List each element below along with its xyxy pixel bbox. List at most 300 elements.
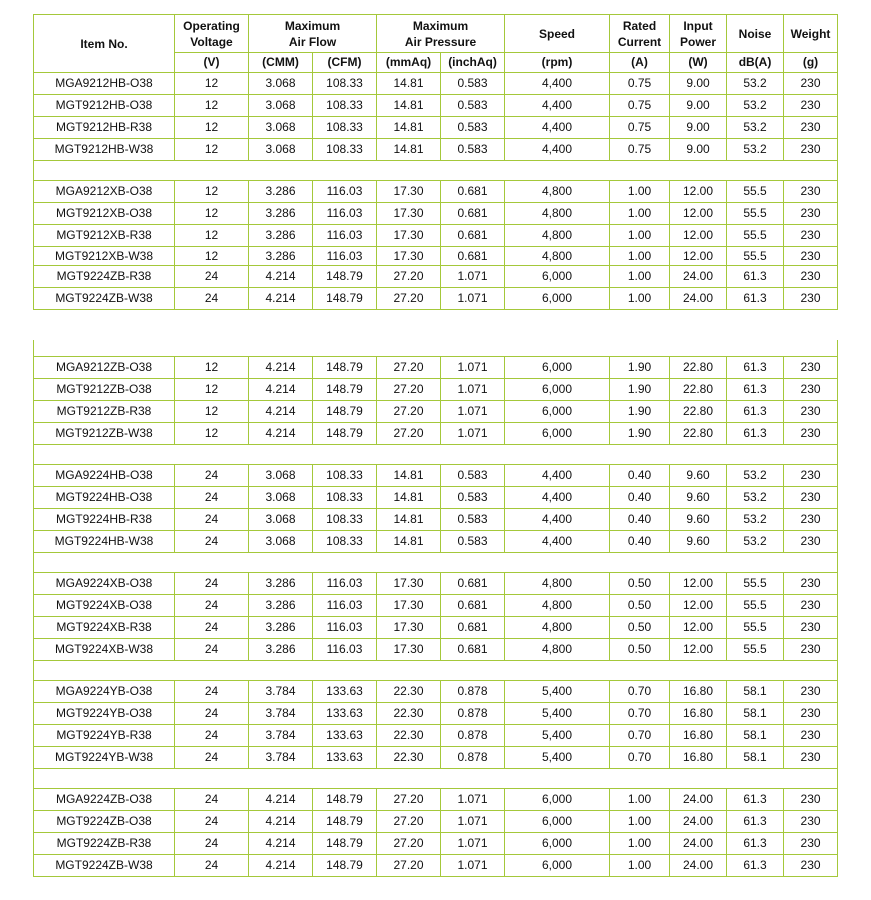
spec-cell: 0.75 xyxy=(610,73,670,95)
spec-cell: 133.63 xyxy=(313,681,377,703)
spec-table-bottom xyxy=(33,340,838,877)
spec-cell: 3.286 xyxy=(249,573,313,595)
spec-cell: 148.79 xyxy=(313,379,377,401)
spec-cell: 27.20 xyxy=(377,288,441,310)
table-row xyxy=(34,247,838,266)
spec-cell: 6,000 xyxy=(505,401,610,423)
table-row xyxy=(34,573,838,595)
spec-cell: 4,400 xyxy=(505,73,610,95)
item-no-cell: MGT9224ZB-W38 xyxy=(34,288,175,310)
spec-cell: 24 xyxy=(175,855,249,877)
spec-cell: 108.33 xyxy=(313,117,377,139)
group-separator xyxy=(34,661,838,681)
spec-cell: 9.00 xyxy=(670,95,727,117)
item-no-cell: MGT9212HB-O38 xyxy=(34,95,175,117)
spec-cell: 61.3 xyxy=(727,379,784,401)
spec-cell: 230 xyxy=(784,617,838,639)
spec-cell: 230 xyxy=(784,855,838,877)
spec-cell: 3.286 xyxy=(249,617,313,639)
spec-cell: 27.20 xyxy=(377,379,441,401)
spec-cell: 24 xyxy=(175,747,249,769)
spec-cell: 3.068 xyxy=(249,139,313,161)
item-no-cell: MGA9224ZB-O38 xyxy=(34,789,175,811)
spec-cell: 12 xyxy=(175,203,249,225)
spec-cell: 1.00 xyxy=(610,225,670,247)
spec-cell: 6,000 xyxy=(505,855,610,877)
separator-cell xyxy=(34,161,838,181)
group-separator xyxy=(34,769,838,789)
item-no-cell: MGT9224YB-R38 xyxy=(34,725,175,747)
spec-cell: 22.80 xyxy=(670,357,727,379)
spec-cell: 12.00 xyxy=(670,181,727,203)
spec-cell: 17.30 xyxy=(377,181,441,203)
spec-cell: 230 xyxy=(784,509,838,531)
spec-cell: 17.30 xyxy=(377,617,441,639)
spec-cell: 53.2 xyxy=(727,465,784,487)
spec-cell: 1.90 xyxy=(610,379,670,401)
spec-cell: 55.5 xyxy=(727,617,784,639)
item-no-cell: MGA9212HB-O38 xyxy=(34,73,175,95)
item-no-cell: MGT9212HB-R38 xyxy=(34,117,175,139)
spec-cell: 116.03 xyxy=(313,617,377,639)
item-no-cell: MGT9224YB-O38 xyxy=(34,703,175,725)
spec-cell: 4.214 xyxy=(249,288,313,310)
spec-cell: 53.2 xyxy=(727,509,784,531)
spec-cell: 27.20 xyxy=(377,357,441,379)
spec-cell: 5,400 xyxy=(505,725,610,747)
spec-cell: 6,000 xyxy=(505,288,610,310)
spec-cell: 4,400 xyxy=(505,509,610,531)
spec-cell: 4,400 xyxy=(505,487,610,509)
spec-cell: 24.00 xyxy=(670,811,727,833)
item-no-cell: MGT9212ZB-W38 xyxy=(34,423,175,445)
spec-cell: 3.784 xyxy=(249,725,313,747)
col-header-item-no: Item No. xyxy=(34,15,175,73)
item-no-cell: MGT9224ZB-O38 xyxy=(34,811,175,833)
item-no-cell: MGA9224XB-O38 xyxy=(34,573,175,595)
spec-cell: 24 xyxy=(175,639,249,661)
item-no-cell: MGT9212ZB-O38 xyxy=(34,379,175,401)
spec-cell: 0.681 xyxy=(441,573,505,595)
header-row xyxy=(34,15,838,53)
spec-cell: 108.33 xyxy=(313,95,377,117)
spec-cell: 3.286 xyxy=(249,203,313,225)
spec-cell: 230 xyxy=(784,225,838,247)
spec-cell: 53.2 xyxy=(727,487,784,509)
spec-cell: 148.79 xyxy=(313,357,377,379)
spec-cell: 1.00 xyxy=(610,247,670,266)
separator-cell xyxy=(34,661,838,681)
spec-cell: 3.068 xyxy=(249,509,313,531)
spec-cell: 61.3 xyxy=(727,833,784,855)
item-no-cell: MGT9224HB-O38 xyxy=(34,487,175,509)
spec-cell: 22.30 xyxy=(377,725,441,747)
spec-cell: 0.681 xyxy=(441,247,505,266)
spec-cell: 116.03 xyxy=(313,639,377,661)
table-row xyxy=(34,509,838,531)
spec-cell: 116.03 xyxy=(313,225,377,247)
spec-cell: 1.071 xyxy=(441,266,505,288)
spec-cell: 24 xyxy=(175,789,249,811)
spec-cell: 24.00 xyxy=(670,789,727,811)
spec-cell: 0.583 xyxy=(441,95,505,117)
table-row xyxy=(34,487,838,509)
spec-cell: 3.784 xyxy=(249,703,313,725)
spec-cell: 53.2 xyxy=(727,73,784,95)
spec-cell: 24 xyxy=(175,531,249,553)
spec-cell: 1.90 xyxy=(610,423,670,445)
spec-cell: 230 xyxy=(784,725,838,747)
spec-cell: 9.60 xyxy=(670,509,727,531)
spec-cell: 61.3 xyxy=(727,288,784,310)
spec-cell: 61.3 xyxy=(727,789,784,811)
spec-cell: 230 xyxy=(784,595,838,617)
spec-cell: 3.068 xyxy=(249,95,313,117)
spec-cell: 0.70 xyxy=(610,703,670,725)
spec-cell: 27.20 xyxy=(377,789,441,811)
spec-cell: 12 xyxy=(175,95,249,117)
spec-cell: 61.3 xyxy=(727,855,784,877)
spec-cell: 230 xyxy=(784,811,838,833)
spec-cell: 0.50 xyxy=(610,617,670,639)
spec-cell: 58.1 xyxy=(727,681,784,703)
spec-cell: 3.068 xyxy=(249,487,313,509)
table-row xyxy=(34,811,838,833)
spec-cell: 5,400 xyxy=(505,747,610,769)
spec-cell: 27.20 xyxy=(377,401,441,423)
item-no-cell: MGT9224XB-R38 xyxy=(34,617,175,639)
spec-cell: 3.286 xyxy=(249,639,313,661)
spec-cell: 0.40 xyxy=(610,509,670,531)
spec-cell: 108.33 xyxy=(313,531,377,553)
spec-cell: 17.30 xyxy=(377,639,441,661)
spec-cell: 0.583 xyxy=(441,139,505,161)
col-header-pressure: Maximum Air Pressure xyxy=(377,15,505,53)
spec-cell: 3.068 xyxy=(249,117,313,139)
unit-cell: dB(A) xyxy=(727,53,784,73)
spec-cell: 230 xyxy=(784,789,838,811)
table-row xyxy=(34,95,838,117)
spec-cell: 17.30 xyxy=(377,203,441,225)
spec-cell: 9.60 xyxy=(670,465,727,487)
spec-cell: 230 xyxy=(784,181,838,203)
spec-cell: 24.00 xyxy=(670,833,727,855)
spec-cell: 4,800 xyxy=(505,617,610,639)
spec-cell: 1.071 xyxy=(441,379,505,401)
group-separator xyxy=(34,161,838,181)
col-header-weight: Weight xyxy=(784,15,838,53)
spec-cell: 230 xyxy=(784,531,838,553)
unit-cell: (CMM) xyxy=(249,53,313,73)
unit-cell: (rpm) xyxy=(505,53,610,73)
col-header-voltage: Operating Voltage xyxy=(175,15,249,53)
spec-cell: 24 xyxy=(175,725,249,747)
spec-cell: 0.50 xyxy=(610,595,670,617)
spec-cell: 116.03 xyxy=(313,595,377,617)
spec-cell: 61.3 xyxy=(727,266,784,288)
spec-cell: 0.75 xyxy=(610,95,670,117)
item-no-cell: MGT9224HB-W38 xyxy=(34,531,175,553)
spec-cell: 61.3 xyxy=(727,357,784,379)
spec-cell: 9.60 xyxy=(670,487,727,509)
spec-cell: 24.00 xyxy=(670,855,727,877)
spec-cell: 1.00 xyxy=(610,789,670,811)
spec-cell: 0.40 xyxy=(610,465,670,487)
spec-cell: 3.784 xyxy=(249,747,313,769)
group-separator xyxy=(34,553,838,573)
table-row xyxy=(34,401,838,423)
spec-cell: 4.214 xyxy=(249,855,313,877)
col-header-airflow: Maximum Air Flow xyxy=(249,15,377,53)
spec-cell: 12 xyxy=(175,139,249,161)
spec-cell: 1.00 xyxy=(610,288,670,310)
spec-cell: 230 xyxy=(784,573,838,595)
spec-cell: 24 xyxy=(175,595,249,617)
spec-cell: 3.286 xyxy=(249,595,313,617)
spec-cell: 55.5 xyxy=(727,595,784,617)
spec-cell: 55.5 xyxy=(727,639,784,661)
spec-cell: 53.2 xyxy=(727,95,784,117)
spec-cell: 6,000 xyxy=(505,423,610,445)
item-no-cell: MGA9224HB-O38 xyxy=(34,465,175,487)
spec-cell: 148.79 xyxy=(313,833,377,855)
spec-cell: 24.00 xyxy=(670,288,727,310)
spec-cell: 230 xyxy=(784,139,838,161)
spec-cell: 55.5 xyxy=(727,573,784,595)
spec-cell: 9.00 xyxy=(670,73,727,95)
spec-cell: 27.20 xyxy=(377,811,441,833)
spec-cell: 3.286 xyxy=(249,247,313,266)
spec-cell: 4,800 xyxy=(505,225,610,247)
spec-cell: 22.30 xyxy=(377,681,441,703)
spec-cell: 1.071 xyxy=(441,401,505,423)
spec-cell: 24 xyxy=(175,465,249,487)
spec-cell: 0.583 xyxy=(441,73,505,95)
table-row xyxy=(34,531,838,553)
unit-cell: (mmAq) xyxy=(377,53,441,73)
spec-cell: 6,000 xyxy=(505,789,610,811)
spec-cell: 0.878 xyxy=(441,747,505,769)
spec-cell: 4.214 xyxy=(249,423,313,445)
spec-cell: 108.33 xyxy=(313,509,377,531)
spec-cell: 230 xyxy=(784,379,838,401)
table-row xyxy=(34,266,838,288)
spec-cell: 1.071 xyxy=(441,357,505,379)
spec-cell: 0.878 xyxy=(441,703,505,725)
spec-cell: 53.2 xyxy=(727,139,784,161)
spec-cell: 230 xyxy=(784,288,838,310)
item-no-cell: MGA9224YB-O38 xyxy=(34,681,175,703)
spec-cell: 4.214 xyxy=(249,833,313,855)
spec-cell: 230 xyxy=(784,747,838,769)
spec-cell: 17.30 xyxy=(377,573,441,595)
spec-cell: 116.03 xyxy=(313,181,377,203)
spec-cell: 5,400 xyxy=(505,681,610,703)
table-row xyxy=(34,725,838,747)
spec-cell: 27.20 xyxy=(377,833,441,855)
item-no-cell: MGT9212XB-R38 xyxy=(34,225,175,247)
spec-cell: 3.784 xyxy=(249,681,313,703)
spec-cell: 1.071 xyxy=(441,288,505,310)
spec-cell: 6,000 xyxy=(505,266,610,288)
spec-cell: 1.00 xyxy=(610,833,670,855)
spec-cell: 55.5 xyxy=(727,225,784,247)
spec-cell: 230 xyxy=(784,681,838,703)
spec-cell: 6,000 xyxy=(505,379,610,401)
spec-cell: 3.068 xyxy=(249,531,313,553)
table-row xyxy=(34,357,838,379)
spec-cell: 14.81 xyxy=(377,487,441,509)
spec-cell: 230 xyxy=(784,465,838,487)
spec-cell: 0.878 xyxy=(441,681,505,703)
spec-cell: 3.286 xyxy=(249,181,313,203)
spec-cell: 12.00 xyxy=(670,225,727,247)
spec-cell: 22.80 xyxy=(670,379,727,401)
spec-cell: 24 xyxy=(175,487,249,509)
spec-cell: 4,800 xyxy=(505,247,610,266)
table-row xyxy=(34,203,838,225)
spec-cell: 4.214 xyxy=(249,811,313,833)
spec-cell: 0.583 xyxy=(441,509,505,531)
item-no-cell: MGT9224XB-W38 xyxy=(34,639,175,661)
item-no-cell: MGA9212ZB-O38 xyxy=(34,357,175,379)
spec-cell: 16.80 xyxy=(670,681,727,703)
spec-cell: 4.214 xyxy=(249,379,313,401)
spec-cell: 0.878 xyxy=(441,725,505,747)
spec-cell: 230 xyxy=(784,401,838,423)
spec-cell: 1.071 xyxy=(441,855,505,877)
spec-cell: 0.75 xyxy=(610,139,670,161)
spec-cell: 0.75 xyxy=(610,117,670,139)
col-header-speed: Speed xyxy=(505,15,610,53)
separator-cell xyxy=(34,553,838,573)
spec-cell: 5,400 xyxy=(505,703,610,725)
item-no-cell: MGA9212XB-O38 xyxy=(34,181,175,203)
spec-cell: 24.00 xyxy=(670,266,727,288)
item-no-cell: MGT9212XB-W38 xyxy=(34,247,175,266)
spec-cell: 12.00 xyxy=(670,247,727,266)
unit-cell: (V) xyxy=(175,53,249,73)
spec-cell: 12 xyxy=(175,247,249,266)
spec-cell: 0.70 xyxy=(610,725,670,747)
spec-cell: 27.20 xyxy=(377,855,441,877)
spec-cell: 12.00 xyxy=(670,203,727,225)
spec-cell: 0.50 xyxy=(610,639,670,661)
spec-cell: 6,000 xyxy=(505,811,610,833)
spec-cell: 24 xyxy=(175,681,249,703)
spec-cell: 0.40 xyxy=(610,487,670,509)
spec-cell: 14.81 xyxy=(377,139,441,161)
spec-cell: 4,800 xyxy=(505,595,610,617)
spec-cell: 1.00 xyxy=(610,203,670,225)
item-no-cell: MGT9224HB-R38 xyxy=(34,509,175,531)
spec-cell: 0.681 xyxy=(441,203,505,225)
spec-cell: 58.1 xyxy=(727,747,784,769)
spec-cell: 1.071 xyxy=(441,789,505,811)
spec-cell: 1.90 xyxy=(610,357,670,379)
spec-cell: 22.30 xyxy=(377,703,441,725)
spec-cell: 148.79 xyxy=(313,266,377,288)
spec-cell: 108.33 xyxy=(313,487,377,509)
spec-cell: 55.5 xyxy=(727,181,784,203)
unit-cell: (W) xyxy=(670,53,727,73)
separator-cell xyxy=(34,445,838,465)
spec-cell: 230 xyxy=(784,423,838,445)
spec-cell: 9.00 xyxy=(670,139,727,161)
spec-cell: 230 xyxy=(784,117,838,139)
spec-cell: 12 xyxy=(175,357,249,379)
spec-cell: 0.681 xyxy=(441,595,505,617)
table-row xyxy=(34,789,838,811)
spec-cell: 230 xyxy=(784,203,838,225)
spec-cell: 0.50 xyxy=(610,573,670,595)
spec-cell: 230 xyxy=(784,487,838,509)
spec-cell: 0.583 xyxy=(441,465,505,487)
spec-cell: 230 xyxy=(784,266,838,288)
spec-cell: 14.81 xyxy=(377,73,441,95)
spec-cell: 116.03 xyxy=(313,247,377,266)
table-row xyxy=(34,139,838,161)
spec-cell: 4.214 xyxy=(249,357,313,379)
item-no-cell: MGT9224ZB-R38 xyxy=(34,266,175,288)
spec-cell: 3.068 xyxy=(249,73,313,95)
spec-cell: 0.681 xyxy=(441,639,505,661)
spec-cell: 0.40 xyxy=(610,531,670,553)
unit-cell: (g) xyxy=(784,53,838,73)
spec-cell: 1.071 xyxy=(441,833,505,855)
unit-cell: (CFM) xyxy=(313,53,377,73)
spec-cell: 230 xyxy=(784,703,838,725)
spec-cell: 14.81 xyxy=(377,509,441,531)
spec-cell: 108.33 xyxy=(313,73,377,95)
table-row xyxy=(34,617,838,639)
spec-cell: 230 xyxy=(784,639,838,661)
spec-cell: 58.1 xyxy=(727,703,784,725)
spec-cell: 24 xyxy=(175,266,249,288)
spec-cell: 6,000 xyxy=(505,833,610,855)
spec-cell: 3.286 xyxy=(249,225,313,247)
spec-cell: 0.681 xyxy=(441,181,505,203)
spec-cell: 0.583 xyxy=(441,531,505,553)
table-row xyxy=(34,225,838,247)
spec-cell: 148.79 xyxy=(313,288,377,310)
spec-cell: 133.63 xyxy=(313,747,377,769)
item-no-cell: MGT9212HB-W38 xyxy=(34,139,175,161)
item-no-cell: MGT9224ZB-R38 xyxy=(34,833,175,855)
table-row xyxy=(34,833,838,855)
spec-cell: 16.80 xyxy=(670,703,727,725)
spec-cell: 14.81 xyxy=(377,531,441,553)
spec-cell: 12 xyxy=(175,379,249,401)
spec-cell: 1.00 xyxy=(610,855,670,877)
spec-cell: 12 xyxy=(175,225,249,247)
unit-cell: (inchAq) xyxy=(441,53,505,73)
spec-cell: 108.33 xyxy=(313,465,377,487)
spec-cell: 55.5 xyxy=(727,203,784,225)
spec-cell: 116.03 xyxy=(313,203,377,225)
spec-cell: 9.00 xyxy=(670,117,727,139)
table-row xyxy=(34,681,838,703)
item-no-cell: MGT9224YB-W38 xyxy=(34,747,175,769)
spec-cell: 133.63 xyxy=(313,725,377,747)
spec-cell: 4.214 xyxy=(249,266,313,288)
spec-cell: 9.60 xyxy=(670,531,727,553)
spec-cell: 24 xyxy=(175,833,249,855)
gap-cell xyxy=(34,340,838,357)
spec-cell: 24 xyxy=(175,617,249,639)
spec-cell: 1.00 xyxy=(610,811,670,833)
spec-cell: 0.583 xyxy=(441,117,505,139)
